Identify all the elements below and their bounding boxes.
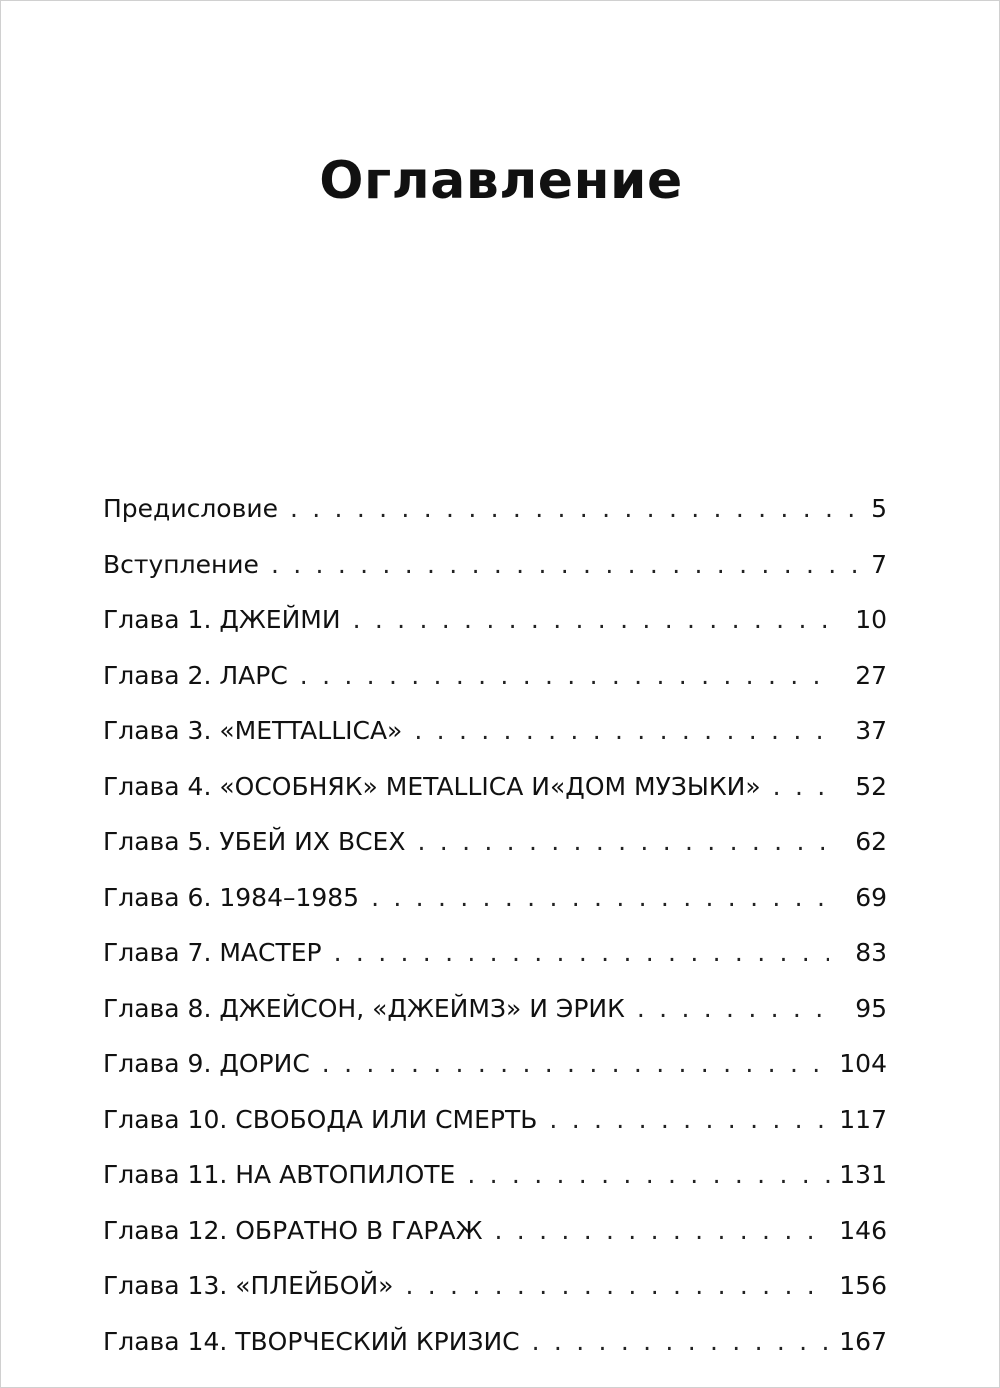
- toc-dot-leader: [549, 1100, 831, 1140]
- toc-entry-page: 7: [871, 549, 887, 579]
- toc-entry-page: 167: [839, 1326, 887, 1356]
- toc-entry[interactable]: [103, 933, 887, 989]
- toc-entry-page: 156: [839, 1271, 887, 1300]
- toc-entry-page: 5: [871, 494, 887, 523]
- toc-entry-label: Глава 6. 1984–1985: [103, 882, 360, 912]
- toc-dot-leader: [371, 878, 829, 918]
- toc-entry-label: Глава 3. «METTALLICA»: [103, 716, 403, 745]
- toc-entry-page: 83: [855, 938, 887, 967]
- toc-entry[interactable]: [103, 989, 887, 1045]
- toc-entry[interactable]: [103, 1100, 887, 1156]
- toc-entry-label: Глава 2. ЛАРС: [103, 660, 288, 690]
- toc-dot-leader: [414, 711, 829, 751]
- toc-entry-label: Глава 5. УБЕЙ ИХ ВСЕХ: [103, 827, 406, 856]
- toc-dot-leader: [417, 822, 829, 862]
- toc-entry-page: 95: [855, 993, 887, 1023]
- toc-entry[interactable]: [103, 545, 887, 601]
- toc-entry[interactable]: [103, 767, 887, 823]
- toc-entry[interactable]: [103, 878, 887, 934]
- toc-entry-label: Глава 12. ОБРАТНО В ГАРАЖ: [103, 1215, 483, 1245]
- toc-dot-leader: [290, 489, 863, 529]
- toc-dot-leader: [495, 1211, 832, 1251]
- toc-entry[interactable]: [103, 656, 887, 712]
- toc-entry-page: 62: [855, 827, 887, 856]
- toc-dot-leader: [353, 600, 829, 640]
- table-of-contents: [103, 489, 887, 1377]
- toc-dot-leader: [637, 989, 829, 1029]
- toc-entry[interactable]: [103, 1266, 887, 1322]
- toc-entry-label: Глава 10. СВОБОДА ИЛИ СМЕРТЬ: [103, 1104, 538, 1134]
- toc-entry[interactable]: [103, 822, 887, 878]
- toc-dot-leader: [271, 545, 863, 585]
- toc-dot-leader: [300, 656, 829, 696]
- toc-dot-leader: [467, 1155, 831, 1195]
- toc-entry-label: Предисловие: [103, 494, 278, 523]
- toc-entry-label: Глава 13. «ПЛЕЙБОЙ»: [103, 1271, 394, 1300]
- toc-entry-page: 117: [839, 1104, 887, 1134]
- toc-entry-label: Глава 11. НА АВТОПИЛОТЕ: [103, 1160, 456, 1189]
- toc-dot-leader: [532, 1322, 832, 1362]
- page-title: Оглавление: [319, 151, 683, 211]
- toc-entry-page: 69: [855, 882, 887, 912]
- toc-entry-label: Глава 1. ДЖЕЙМИ: [103, 605, 341, 634]
- toc-entry[interactable]: [103, 711, 887, 767]
- toc-dot-leader: [773, 767, 829, 807]
- toc-entry[interactable]: [103, 600, 887, 656]
- toc-entry-label: Вступление: [103, 549, 259, 579]
- toc-dot-leader: [322, 1044, 831, 1084]
- toc-entry-page: 37: [855, 716, 887, 745]
- toc-entry-label: Глава 8. ДЖЕЙСОН, «ДЖЕЙМЗ» И ЭРИК: [103, 993, 625, 1023]
- toc-entry-label: Глава 7. МАСТЕР: [103, 938, 322, 967]
- toc-entry[interactable]: [103, 1155, 887, 1211]
- toc-entry-page: 10: [855, 605, 887, 634]
- toc-entry-label: Глава 14. ТВОРЧЕСКИЙ КРИЗИС: [103, 1326, 520, 1356]
- toc-entry[interactable]: [103, 489, 887, 545]
- toc-entry[interactable]: [103, 1211, 887, 1267]
- toc-entry-page: 52: [855, 771, 887, 801]
- toc-entry-label: Глава 9. ДОРИС: [103, 1049, 310, 1078]
- toc-dot-leader: [405, 1266, 831, 1306]
- toc-entry[interactable]: [103, 1044, 887, 1100]
- toc-dot-leader: [334, 933, 829, 973]
- toc-entry-page: 146: [839, 1215, 887, 1245]
- toc-entry-page: 104: [839, 1049, 887, 1078]
- toc-entry-page: 131: [839, 1160, 887, 1189]
- toc-entry-label: Глава 4. «ОСОБНЯК» METALLICA И«ДОМ МУЗЫКИ»: [103, 771, 761, 801]
- toc-entry-page: 27: [855, 660, 887, 690]
- toc-entry[interactable]: [103, 1322, 887, 1378]
